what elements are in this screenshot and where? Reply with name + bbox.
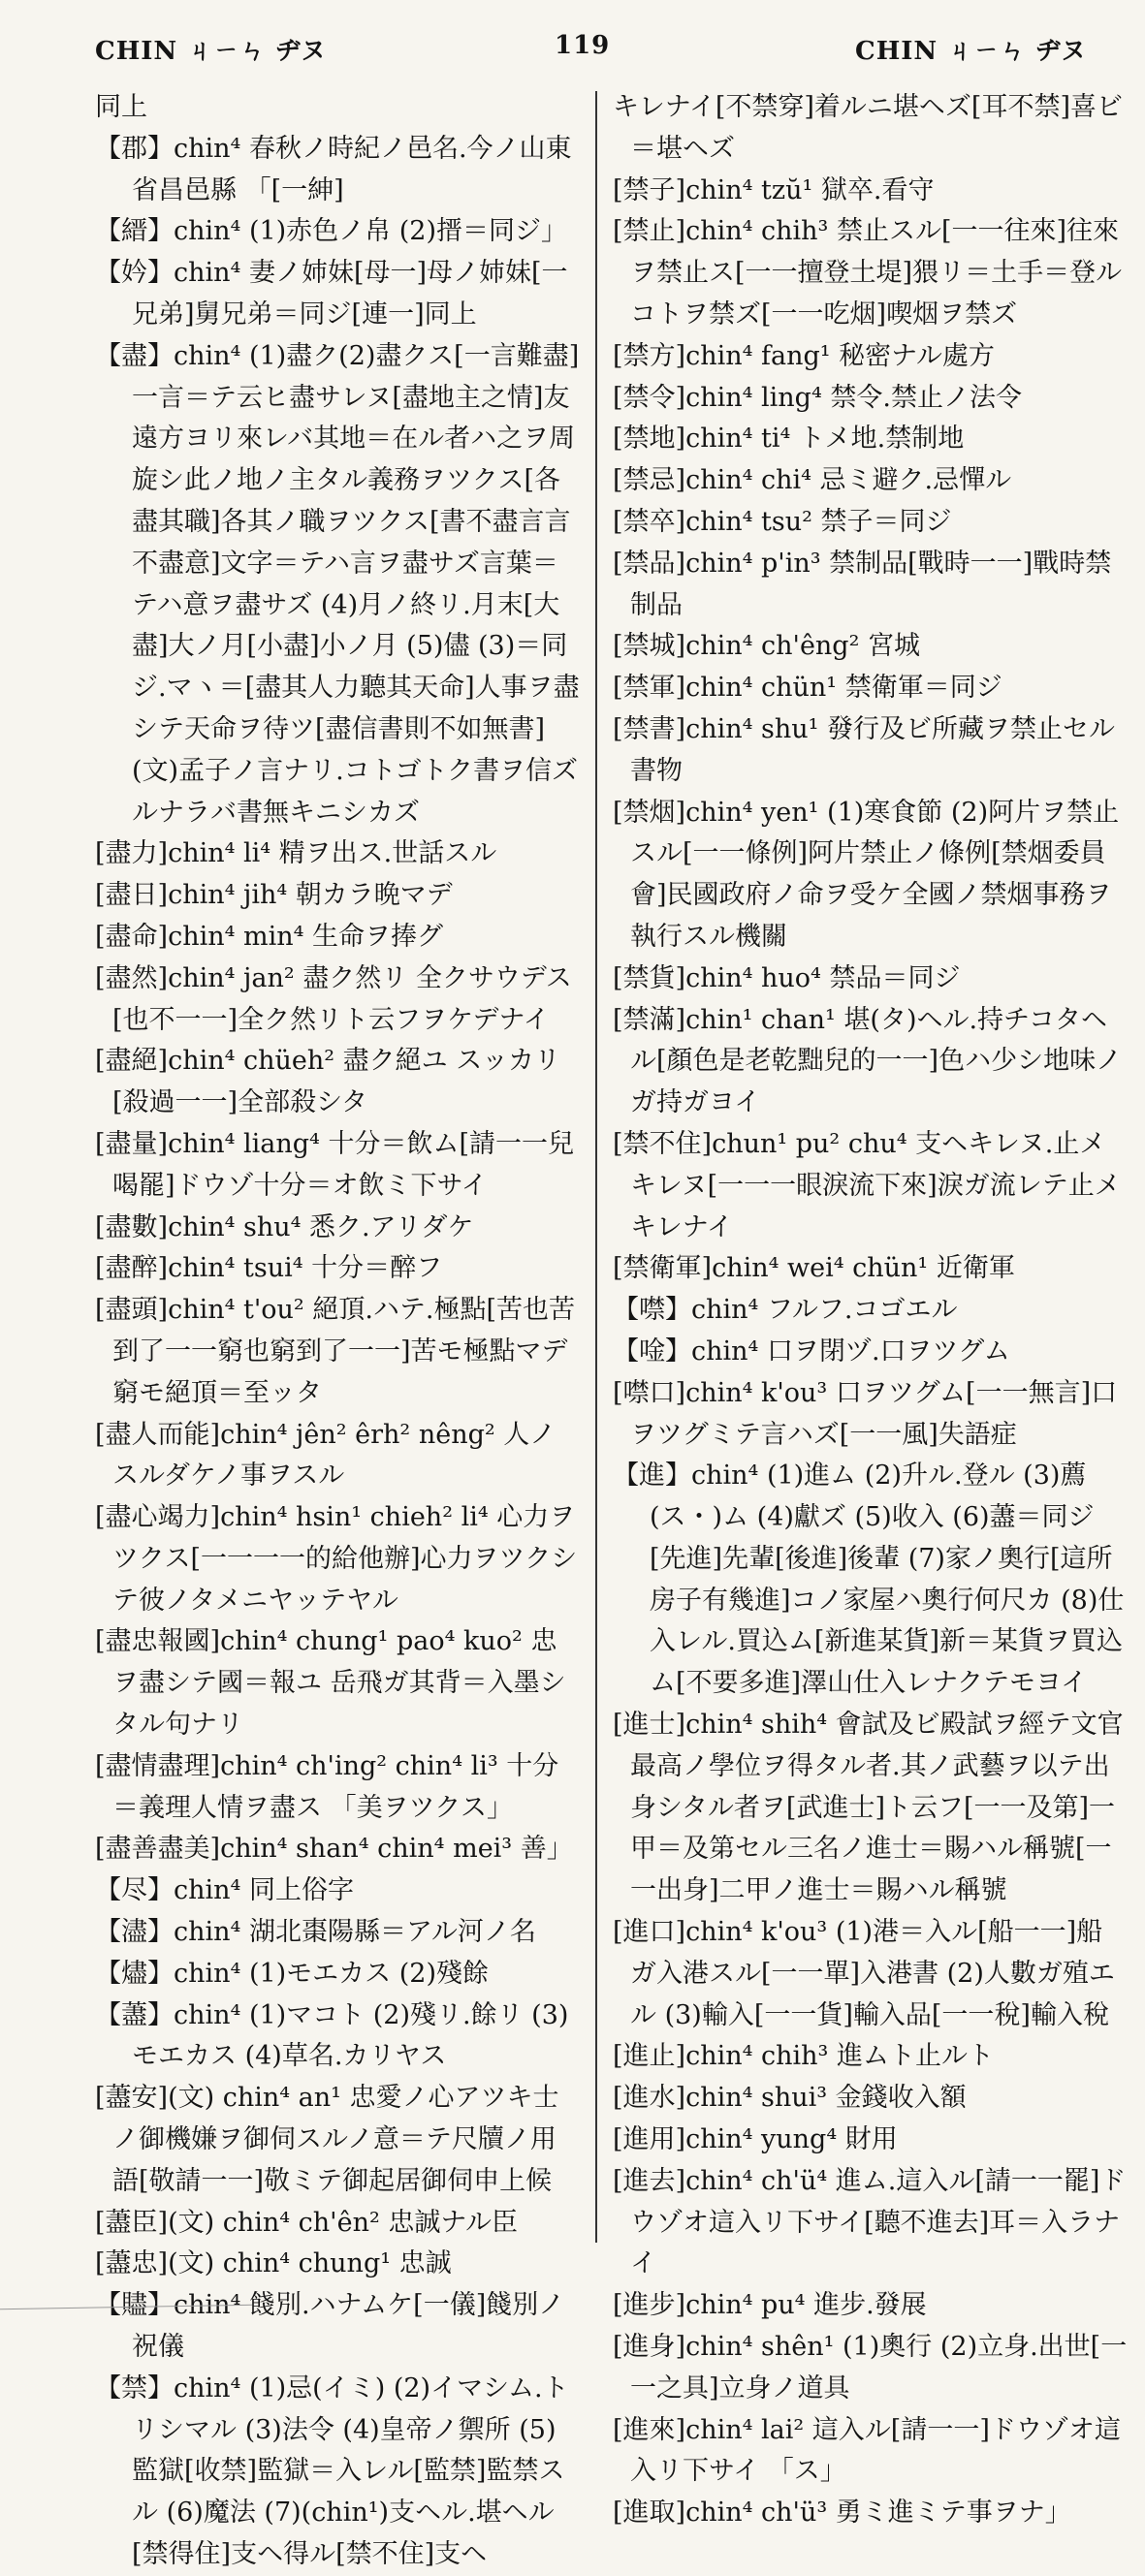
dictionary-entry: [盡人而能]chin⁴ jên² êrh² nêng² 人ノスルダケノ事ヲスル [95,1419,557,1492]
dictionary-entry: [禁不住]chun¹ pu² chu⁴ 支ヘキレヌ.止メキレヌ[一一一眼淚流下來]淚ガ流レテ止メキレナイ [613,1128,1121,1242]
dictionary-entry: [禁止]chin⁴ chih³ 禁止スル[一一往來]往來ヲ禁止ス[一一擅登土堤]猥リ＝土手＝登ルコトヲ禁ズ[一一吃烟]喫烟ヲ禁ズ [613,216,1123,330]
dictionary-entry: [禁烟]chin⁴ yen¹ (1)寒食節 (2)阿片ヲ禁止スル[一一條例]阿片禁止ノ條例[禁烟委員會]民國政府ノ命ヲ受ケ全國ノ禁烟事務ヲ執行スル機關 [613,797,1120,952]
dictionary-entry: [禁品]chin⁴ p'in³ 禁制品[戰時一一]戰時禁制品 [613,548,1112,620]
dictionary-entry: [進身]chin⁴ shên¹ (1)奧行 (2)立身.出世[一一之具]立身ノ道具 [613,2332,1128,2403]
dictionary-entry: [盡醉]chin⁴ tsui⁴ 十分＝醉フ [95,1253,443,1284]
dictionary-entry: 【尽】chin⁴ 同上俗字 [95,1875,354,1906]
dictionary-entry: [進止]chin⁴ chih³ 進ムト止ルト [613,2041,994,2072]
page-number: 119 [555,31,611,60]
dictionary-entry: 【盡】chin⁴ (1)盡ク(2)盡クス[一言難盡]一言＝テ云ヒ盡サレヌ[盡地主之情]友遠方ヨリ來レバ其地＝在ル者ハ之ヲ周旋シ此ノ地ノ主タル義務ヲツクス[各盡其職]各其ノ職ヲツクス[書不盡言言不盡意]文字＝テハ言ヲ盡サズ言葉＝テハ意ヲ盡サズ (4)月ノ終リ.月末[大盡]大ノ月[小盡]小ノ月 (5)儘 (3)＝同ジ.マヽ＝[盡其人力聽其天命]人事ヲ盡シテ天命ヲ待ツ[盡信書則不如無書](文)孟子ノ言ナリ.コトゴトク書ヲ信ズルナラバ書無キニシカズ [95,340,580,828]
dictionary-entry: キレナイ[不禁穿]着ルニ堪ヘズ[耳不禁]喜ビ＝堪ヘズ [613,92,1123,164]
dictionary-entry: 【贐】chin⁴ 餞別.ハナムケ[一儀]餞別ノ祝儀 [95,2290,565,2363]
dictionary-entry: [禁卒]chin⁴ tsu² 禁子＝同ジ [613,506,952,537]
dictionary-entry: 【縉】chin⁴ (1)赤色ノ帛 (2)搢＝同ジ」 [95,216,568,247]
dictionary-entry: [禁令]chin⁴ ling⁴ 禁令.禁止ノ法令 [613,382,1022,413]
dictionary-entry: [噤口]chin⁴ k'ou³ 口ヲツグム[一一無言]口ヲツグミテ言ハズ[一一風]失語症 [613,1377,1118,1450]
dictionary-entry: [進步]chin⁴ pu⁴ 進步.發展 [613,2290,927,2321]
dictionary-entry: 【妗】chin⁴ 妻ノ姉妹[母一]母ノ姉妹[一兄弟]舅兄弟＝同ジ[連一]同上 [95,258,568,330]
dictionary-entry: [盡數]chin⁴ shu⁴ 悉ク.アリダケ [95,1211,474,1242]
dictionary-entry: [禁城]chin⁴ ch'êng² 宮城 [613,631,920,662]
dictionary-entry: [進水]chin⁴ shui³ 金錢收入額 [613,2083,967,2114]
right-column [613,87,1129,2529]
dictionary-entry: [禁地]chin⁴ ti⁴ トメ地.禁制地 [613,424,965,455]
dictionary-entry: [藎忠](文) chin⁴ chung¹ 忠誠 [95,2248,452,2279]
dictionary-entry: [藎安](文) chin⁴ an¹ 忠愛ノ心アツキ士ノ御機嫌ヲ御伺スルノ意＝テ尺牘ノ用語[敬請一一]敬ミテ御起居御伺申上候 [95,2083,559,2196]
dictionary-entry: [禁書]chin⁴ shu¹ 發行及ビ所藏ヲ禁止セル書物 [613,713,1116,786]
column-divider [595,91,597,2243]
dictionary-entry: 【唫】chin⁴ 口ヲ閉ヅ.口ヲツグム [613,1335,1010,1367]
dictionary-entry: [盡絕]chin⁴ chüeh² 盡ク絕ユ スッカリ[殺過一一]全部殺シタ [95,1046,560,1118]
dictionary-entry: [禁貨]chin⁴ huo⁴ 禁品＝同ジ [613,962,961,993]
dictionary-entry: [盡頭]chin⁴ t'ou² 絕頂.ハテ.極點[苦也苦到了一一窮也窮到了一一]苦モ極點マデ窮モ絕頂＝至ッタ [95,1295,576,1408]
dictionary-entry: [進去]chin⁴ ch'ü⁴ 進ム.這入ル[請一一罷]ドウゾオ這入リ下サイ[聽不進去]耳＝入ラナイ [613,2165,1127,2279]
left-column [95,87,580,2570]
dictionary-entry: 【燼】chin⁴ (1)モエカス (2)殘餘 [95,1958,490,1989]
dictionary-entry: 【進】chin⁴ (1)進ム (2)升ル.登ル (3)薦(ス・)ム (4)獻ズ (5)收入 (6)藎＝同ジ[先進]先輩[後進]後輩 (7)家ノ奧行[這所房子有幾進]コノ家屋ハ奧行何尺カ (8)仕入レル.買込ム[新進某貨]新＝某貨ヲ買込ム[不要多進]澤山仕入レナクテモヨイ [613,1461,1125,1699]
dictionary-entry: 【噤】chin⁴ フルフ.コゴエル [613,1295,958,1326]
dictionary-entry: [禁衛軍]chin⁴ wei⁴ chün¹ 近衛軍 [613,1253,1015,1284]
dictionary-entry: [進士]chin⁴ shih⁴ 會試及ビ殿試ヲ經テ文官最高ノ學位ヲ得タル者.其ノ武藝ヲ以テ出身シタル者ヲ[武進士]ト云フ[一一及第]一甲＝及第セル三名ノ進士＝賜ハル稱號[一一出身]二甲ノ進士＝賜ハル稱號 [613,1710,1124,1906]
dictionary-entry: [盡命]chin⁴ min⁴ 生命ヲ捧グ [95,921,444,952]
dictionary-entry: [禁方]chin⁴ fang¹ 秘密ナル處方 [613,340,995,371]
dictionary-entry: [禁忌]chin⁴ chi⁴ 忌ミ避ク.忌憚ル [613,465,1012,496]
dictionary-entry: [進來]chin⁴ lai² 這入ル[請一一]ドウゾオ這入リ下サイ 「ス」 [613,2414,1121,2487]
dictionary-entry: [禁軍]chin⁴ chün¹ 禁衛軍＝同ジ [613,673,1002,704]
dictionary-entry: [進取]chin⁴ ch'ü³ 勇ミ進ミテ事ヲナ」 [613,2497,1071,2529]
page-header [0,0,1145,78]
dictionary-entry: [藎臣](文) chin⁴ ch'ên² 忠誠ナル臣 [95,2207,519,2238]
header-right-guide: CHIN ㄐㄧㄣ ヂヌ [855,37,1087,66]
dictionary-entry: 【濜】chin⁴ 湖北棗陽縣＝アル河ノ名 [95,1917,536,1948]
dictionary-entry: [盡日]chin⁴ jih⁴ 朝カラ晩マデ [95,880,453,911]
dictionary-entry: 【郡】chin⁴ 春秋ノ時紀ノ邑名.今ノ山東省昌邑縣 「[一紳] [95,133,572,205]
dictionary-entry: 同上 [95,92,147,122]
header-left-guide: CHIN ㄐㄧㄣ ヂヌ [95,37,327,66]
dictionary-entry: [禁子]chin⁴ tzŭ¹ 獄卒.看守 [613,174,935,205]
dictionary-entry: [禁滿]chin¹ chan¹ 堪(タ)ヘル.持チコタヘル[顏色是老乾黜兒的一一]色ハ少シ地味ノガ持ガヨイ [613,1004,1123,1118]
dictionary-entry: [盡心竭力]chin⁴ hsin¹ chieh² li⁴ 心力ヲツクス[一一一一的給他辦]心力ヲツクシテ彼ノタメニヤッテヤル [95,1502,578,1616]
dictionary-entry: [盡量]chin⁴ liang⁴ 十分＝飲ム[請一一兒喝罷]ドウゾ十分＝オ飲ミ下サイ [95,1128,574,1201]
dictionary-entry: [盡情盡理]chin⁴ ch'ing² chin⁴ li³ 十分＝義理人情ヲ盡ス 「美ヲツクス」 [95,1750,559,1823]
dictionary-entry: [進用]chin⁴ yung⁴ 財用 [613,2124,898,2155]
dictionary-entry: 【藎】chin⁴ (1)マコト (2)殘リ.餘リ (3)モエカス (4)草名.カリヤス [95,1999,569,2072]
dictionary-entry: [盡善盡美]chin⁴ shan⁴ chin⁴ mei³ 善」 [95,1834,573,1865]
dictionary-entry: [盡忠報國]chin⁴ chung¹ pao⁴ kuo² 忠ヲ盡シテ國＝報ユ 岳飛ガ其背＝入墨シタル句ナリ [95,1626,566,1741]
dictionary-entry: [盡然]chin⁴ jan² 盡ク然リ 全クサウデス[也不一一]全ク然リト云フヲケデナイ [95,962,572,1035]
dictionary-entry: 【禁】chin⁴ (1)忌(イミ) (2)イマシム.トリシマル (3)法令 (4)皇帝ノ禦所 (5)監獄[收禁]監獄＝入レル[監禁]監禁スル (6)魔法 (7)(chin¹)支ヘル.堪ヘル[禁得住]支ヘ得ル[禁不住]支ヘ [95,2372,569,2570]
dictionary-entry: [盡力]chin⁴ li⁴ 精ヲ出ス.世話スル [95,838,497,869]
dictionary-entry: [進口]chin⁴ k'ou³ (1)港＝入ル[船一一]船ガ入港スル[一一單]入港書 (2)人數ガ殖エル (3)輸入[一一貨]輸入品[一一稅]輸入稅 [613,1917,1115,2030]
